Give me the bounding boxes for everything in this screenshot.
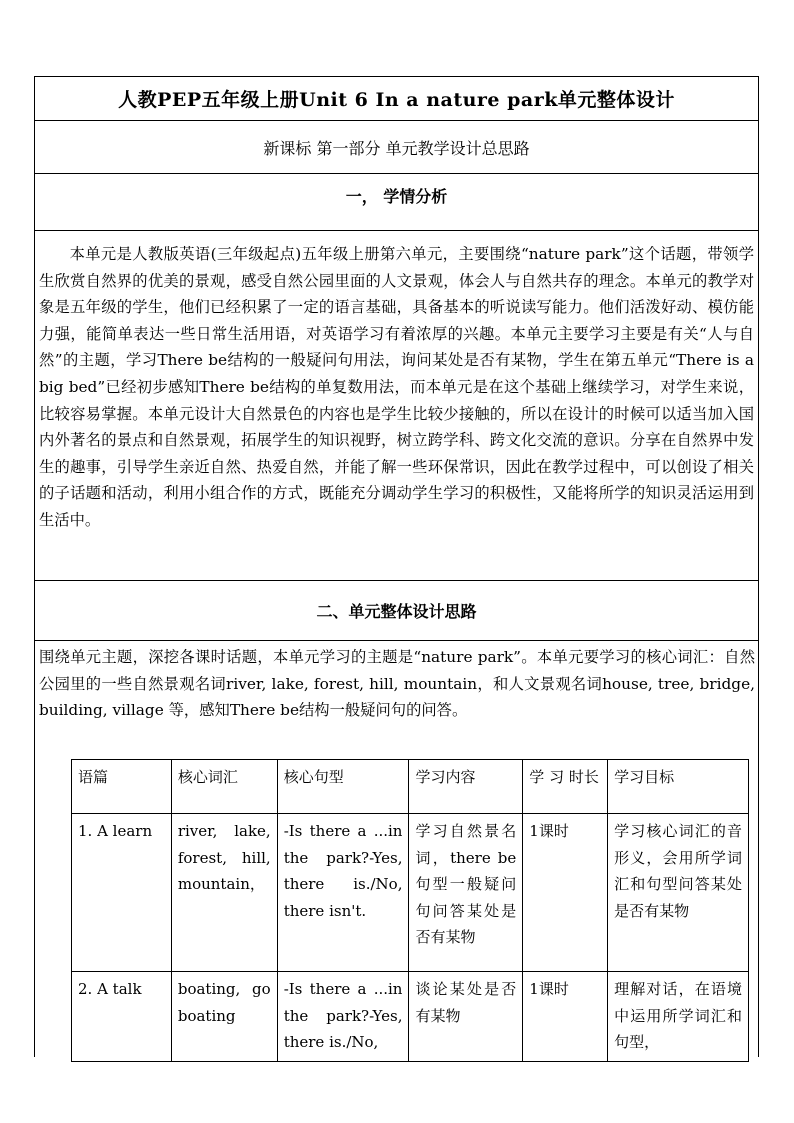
table-cell: 1. A learn — [72, 814, 172, 972]
section2-paragraph: 围绕单元主题，深挖各课时话题，本单元学习的主题是“nature park”。本单元要学习的核心词汇：自然公园里的一些自然景观名词river, lake, forest, hill, mountain，和人文景观名词house, tree, bridge, building, village 等，感知There be结构一般疑问句的问答。 — [39, 648, 755, 720]
table-cell: 谈论某处是否有某物 — [409, 972, 523, 1062]
table-header-cell: 核心句型 — [277, 760, 409, 814]
table-header-cell: 学 习 时长 — [523, 760, 608, 814]
table-cell: 2. A talk — [72, 972, 172, 1062]
table-row — [72, 814, 749, 972]
table-cell: river, lake, forest, hill, mountain， — [171, 814, 277, 972]
section1-heading: 一， 学情分析 — [35, 174, 758, 231]
table-cell: -Is there a ...in the park?-Yes, there is./No, — [277, 972, 409, 1062]
table-row — [72, 972, 749, 1062]
document-title: 人教PEP五年级上册Unit 6 In a nature park单元整体设计 — [35, 77, 758, 121]
table-cell: 学习自然景名词，there be句型一般疑问句问答某处是否有某物 — [409, 814, 523, 972]
section2-heading: 二、单元整体设计思路 — [35, 581, 758, 641]
table-cell: 学习核心词汇的音形义，会用所学词汇和句型问答某处是否有某物 — [608, 814, 749, 972]
table-cell: 理解对话，在语境中运用所学词汇和句型， — [608, 972, 749, 1062]
table-cell: 1课时 — [523, 972, 608, 1062]
document-frame — [34, 76, 759, 1057]
table-cell: 1课时 — [523, 814, 608, 972]
table-header-cell: 核心词汇 — [171, 760, 277, 814]
table-header-cell: 学习目标 — [608, 760, 749, 814]
table-header-row — [72, 760, 749, 814]
unit-plan-table — [71, 759, 749, 1062]
document-subtitle: 新课标 第一部分 单元教学设计总思路 — [35, 121, 758, 174]
table-header-cell: 学习内容 — [409, 760, 523, 814]
table-cell: boating, go boating — [171, 972, 277, 1062]
table-header-cell: 语篇 — [72, 760, 172, 814]
table-cell: -Is there a ...in the park?-Yes, there is./No, there isn't. — [277, 814, 409, 972]
section1-paragraph: 本单元是人教版英语(三年级起点)五年级上册第六单元，主要围绕“nature park”这个话题，带领学生欣赏自然界的优美的景观，感受自然公园里面的人文景观，体会人与自然共存的理念。本单元的教学对象是五年级的学生，他们已经积累了一定的语言基础，具备基本的听说读写能力。他们活泼好动、模仿能力强，能简单表达一些日常生活用语，对英语学习有着浓厚的兴趣。本单元主要学习主要是有关“人与自然”的主题，学习There be结构的一般疑问句用法，询问某处是否有某物，学生在第五单元“There is a big bed”已经初步感知There be结构的单复数用法，而本单元是在这个基础上继续学习，对学生来说，比较容易掌握。本单元设计大自然景色的内容也是学生比较少接触的，所以在设计的时候可以适当加入国内外著名的景点和自然景观，拓展学生的知识视野，树立跨学科、跨文化交流的意识。分享在自然界中发生的趣事，引导学生亲近自然、热爱自然，并能了解一些环保常识，因此在教学过程中，可以创设了相关的子话题和活动，利用小组合作的方式，既能充分调动学生学习的积极性，又能将所学的知识灵活运用到生活中。 — [35, 231, 758, 581]
